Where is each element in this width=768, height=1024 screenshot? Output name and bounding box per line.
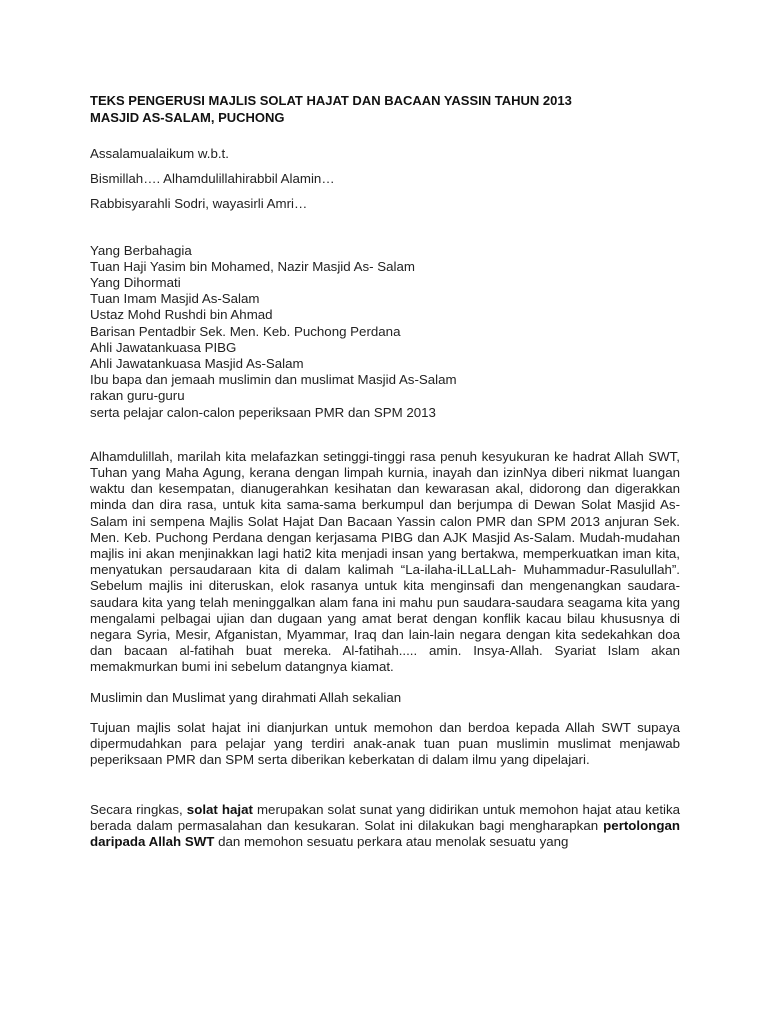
addressee-line: Tuan Haji Yasim bin Mohamed, Nazir Masjid As- Salam bbox=[90, 258, 415, 274]
addressee-line: Barisan Pentadbir Sek. Men. Keb. Puchong Perdana bbox=[90, 323, 401, 339]
greeting-line: Rabbisyarahli Sodri, wayasirli Amri… bbox=[90, 196, 308, 212]
paragraph-opening: Alhamdulillah, marilah kita melafazkan setinggi-tinggi rasa penuh kesyukuran ke hadrat Allah SWT, Tuhan yang Maha Agung, kerana dengan limpah kurnia, inayah dan izinNya diberi nikmat luangan waktu dan kesempatan, dianugerahkan kesihatan dan kewarasan akal, didorong dan digerakkan minda dan dira rasa, untuk kita sama-sama berkumpul dan berjumpa di Dewan Solat Masjid As-Salam ini sempena Majlis Solat Hajat Dan Bacaan Yassin calon PMR dan SPM 2013 anjuran Sek. Men. Keb. Puchong Perdana dengan kerjasama PIBG dan AJK Masjid As-Salam. Mudah-mudahan majlis ini akan menjinakkan lagi hati2 kita menjadi insan yang bertakwa, memperkuatkan iman kita, menyatukan persaudaraan kita di dalam kalimah “La-ilaha-iLLaLLah- Muhammadur-Rasulullah”. Sebelum majlis ini diteruskan, elok rasanya untuk kita menginsafi dan mengenangkan saudara-saudara kita yang telah meninggalkan alam fana ini mahu pun saudara-saudara seagama kita yang mengalami pelbagai ujian dan dugaan yang amat berat dengan konflik kacau bilau khususnya di negara Syria, Mesir, Afganistan, Myammar, Iraq dan lain-lain negara dengan kita sedekahkan doa dan bacaan al-fatihah buat mereka. Al-fatihah..... amin. Insya-Allah. Syariat Islam akan memakmurkan bumi ini sebelum datangnya kiamat. bbox=[90, 448, 680, 675]
addressee-line: Tuan Imam Masjid As-Salam bbox=[90, 291, 260, 307]
document-title bbox=[90, 92, 680, 126]
title-line-1: TEKS PENGERUSI MAJLIS SOLAT HAJAT DAN BACAAN YASSIN TAHUN 2013 bbox=[90, 93, 572, 108]
addressee-line: Yang Dihormati bbox=[90, 275, 181, 291]
summary-bold-term: pertolongan daripada Allah SWT bbox=[90, 817, 680, 849]
paragraph-salutation: Muslimin dan Muslimat yang dirahmati Allah sekalian bbox=[90, 689, 402, 705]
addressee-line: Ahli Jawatankuasa Masjid As-Salam bbox=[90, 356, 304, 372]
document-page bbox=[90, 92, 680, 850]
addressee-line: Ustaz Mohd Rushdi bin Ahmad bbox=[90, 307, 273, 323]
paragraph-purpose: Tujuan majlis solat hajat ini dianjurkan untuk memohon dan berdoa kepada Allah SWT supaya dipermudahkan para pelajar yang terdiri anak-anak tuan puan muslimin muslimat menjawab peperiksaan PMR dan SPM serta diberikan keberkatan di dalam ilmu yang dipelajari. bbox=[90, 719, 680, 768]
summary-text: merupakan solat sunat yang didirikan untuk memohon hajat atau ketika berada dalam permasalahan dan kesukaran. Solat ini dilakukan bagi mengharapkan bbox=[90, 801, 681, 833]
summary-text: Secara ringkas, bbox=[90, 801, 187, 817]
addressee-line: serta pelajar calon-calon peperiksaan PMR dan SPM 2013 bbox=[90, 404, 436, 420]
summary-text: dan memohon sesuatu perkara atau menolak sesuatu yang bbox=[214, 833, 569, 849]
greeting-line: Assalamualaikum w.b.t. bbox=[90, 146, 229, 161]
addressee-list bbox=[90, 243, 680, 421]
addressee-line: Ahli Jawatankuasa PIBG bbox=[90, 339, 237, 355]
addressee-line: Yang Berbahagia bbox=[90, 242, 192, 258]
addressee-line: Ibu bapa dan jemaah muslimin dan muslimat Masjid As-Salam bbox=[90, 372, 457, 388]
summary-bold-term: solat hajat bbox=[186, 801, 253, 817]
greeting-line: Bismillah…. Alhamdulillahirabbil Alamin… bbox=[90, 171, 335, 187]
paragraph-summary bbox=[90, 802, 680, 851]
addressee-line: rakan guru-guru bbox=[90, 388, 185, 404]
title-line-2: MASJID AS-SALAM, PUCHONG bbox=[90, 110, 285, 125]
